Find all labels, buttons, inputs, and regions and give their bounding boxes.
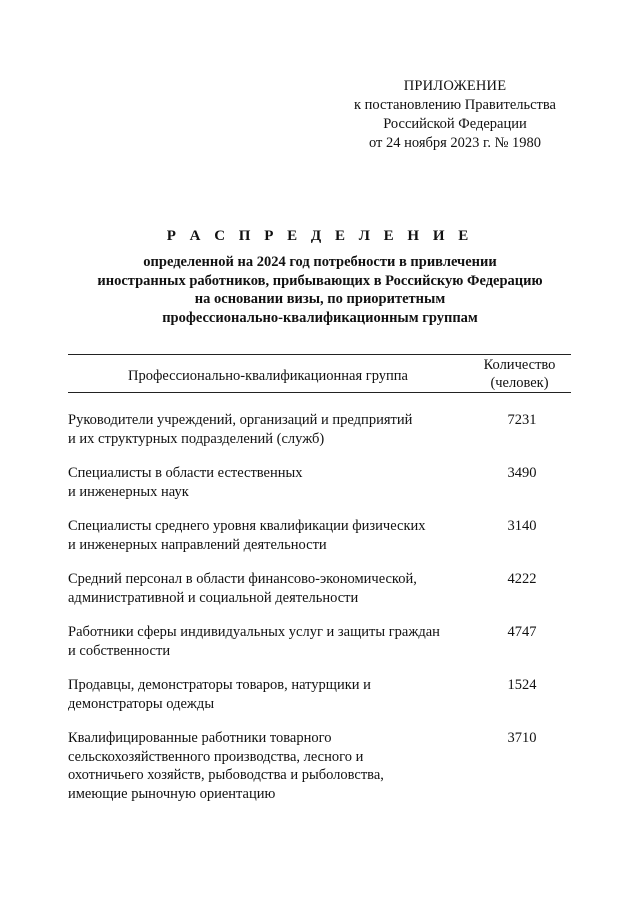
group-name (68, 411, 473, 448)
group-name-line: и инженерных направлений деятельности (68, 536, 327, 553)
table-row (68, 623, 571, 660)
document-subtitle-line: иностранных работников, прибывающих в Российскую Федерацию (97, 272, 543, 289)
table-row (68, 464, 571, 501)
appendix-heading: ПРИЛОЖЕНИЕ (403, 78, 507, 94)
group-count: 3710 (507, 730, 537, 746)
distribution-table (68, 354, 571, 803)
column-header-count (468, 356, 571, 392)
appendix-line-date-number: от 24 ноября 2023 г. № 1980 (368, 135, 542, 151)
group-name (68, 623, 473, 660)
group-name (68, 517, 473, 554)
group-count: 4747 (507, 624, 537, 640)
table-row (68, 570, 571, 607)
table-header (68, 354, 571, 393)
group-name (68, 570, 473, 607)
appendix-line-resolution: к постановлению Правительства (354, 97, 556, 113)
group-name-line: сельскохозяйственного производства, лесного и (68, 748, 364, 765)
group-count: 3490 (507, 465, 537, 481)
group-name-line: административной и социальной деятельности (68, 589, 359, 606)
column-header-count-line: Количество (483, 357, 556, 373)
appendix-block (335, 77, 575, 153)
group-count: 3140 (507, 518, 537, 534)
group-name-line: Квалифицированные работники товарного (68, 730, 332, 746)
group-name-line: Специалисты в области естественных (68, 465, 303, 481)
document-title: Р А С П Р Е Д Е Л Е Н И Е (166, 228, 474, 244)
group-name (68, 729, 473, 803)
appendix-line-federation: Российской Федерации (383, 116, 527, 132)
group-name-line: Работники сферы индивидуальных услуг и защиты граждан (68, 624, 440, 640)
group-count: 4222 (507, 571, 537, 587)
group-name (68, 464, 473, 501)
group-count: 1524 (507, 677, 537, 693)
table-row (68, 676, 571, 713)
table-row (68, 411, 571, 448)
column-header-count-line: (человек) (490, 375, 549, 391)
document-subtitle-line: профессионально-квалификационным группам (162, 309, 478, 326)
document-subtitle-line: на основании визы, по приоритетным (194, 291, 446, 307)
group-count: 7231 (507, 412, 537, 428)
group-name-line: Средний персонал в области финансово-экономической, (68, 571, 417, 587)
group-name-line: демонстраторы одежды (68, 695, 215, 712)
group-name-line: Продавцы, демонстраторы товаров, натурщики и (68, 677, 371, 693)
table-row (68, 729, 571, 803)
group-name-line: Руководители учреждений, организаций и предприятий (68, 412, 413, 428)
document-subtitle-line: определенной на 2024 год потребности в привлечении (143, 254, 497, 270)
group-name-line: имеющие рыночную ориентацию (68, 785, 276, 802)
group-name-line: и их структурных подразделений (служб) (68, 430, 325, 447)
document-title-block (60, 226, 580, 327)
group-name-line: и инженерных наук (68, 483, 189, 500)
group-name-line: охотничьего хозяйств, рыбоводства и рыболовства, (68, 767, 384, 783)
column-header-group: Профессионально-квалификационная группа (128, 368, 408, 384)
group-name-line: Специалисты среднего уровня квалификации физических (68, 518, 426, 534)
table-row (68, 517, 571, 554)
group-name-line: и собственности (68, 642, 171, 659)
group-name (68, 676, 473, 713)
